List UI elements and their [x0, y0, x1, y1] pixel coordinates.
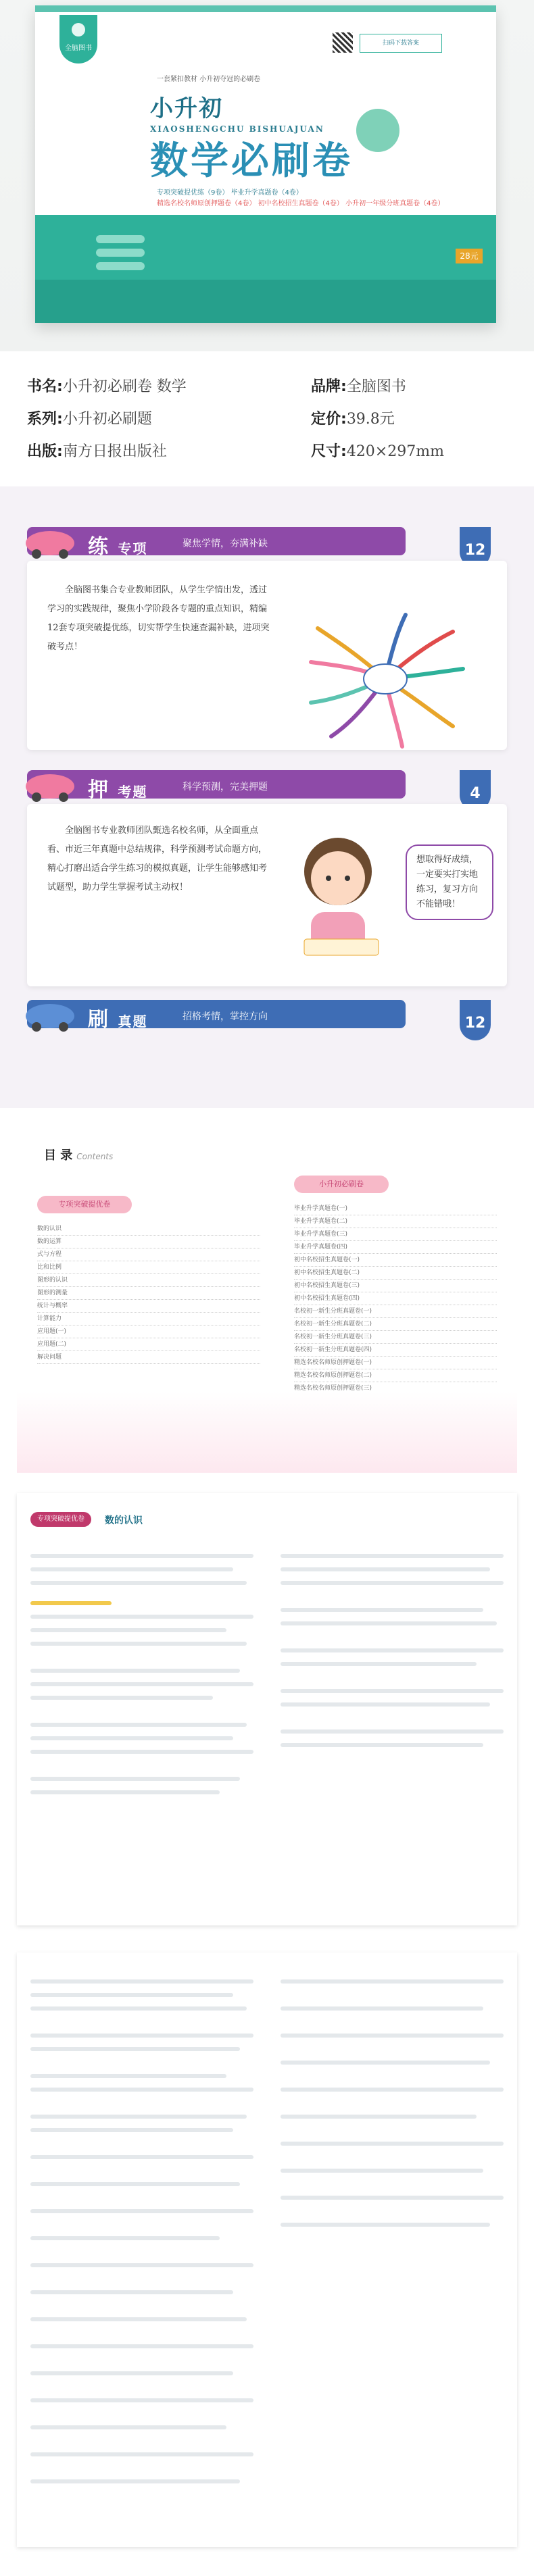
cover-title — [150, 90, 353, 185]
car-icon — [23, 523, 77, 559]
text-line — [30, 2452, 253, 2456]
section-description: 全脑图书集合专业教师团队，从学生学情出发，透过学习的实践规律，聚焦小学阶段各专题的重点知识，精编12套专项突破提优练，切实帮学生快速查漏补缺，进项突破考点！ — [47, 585, 270, 652]
text-line — [281, 2061, 490, 2065]
text-line — [281, 1729, 504, 1734]
size-row: 尺寸:420×297mm — [311, 443, 444, 460]
toc-row-title: 图形的认识 — [37, 1277, 68, 1284]
text-line — [30, 2425, 226, 2429]
section-label: 刷 真题 — [88, 1008, 148, 1032]
text-line — [30, 2034, 253, 2038]
cover-hero — [0, 0, 534, 351]
toc-left-column — [37, 1196, 260, 1364]
toc-row — [294, 1203, 497, 1215]
text-line — [30, 1642, 247, 1646]
text-line — [30, 2263, 253, 2267]
toc-row-title: 毕业升学真题卷(一) — [294, 1205, 348, 1212]
toc-row — [37, 1351, 260, 1364]
table-of-contents-page — [17, 1121, 517, 1473]
text-line — [30, 2182, 240, 2186]
price-row: 定价:39.8元 — [311, 411, 395, 428]
toc-row — [37, 1313, 260, 1325]
toc-row — [294, 1241, 497, 1254]
toc-row-title: 名校初一新生分班真题卷(四) — [294, 1346, 372, 1353]
toc-row-title: 精选名校名师原创押题卷(一) — [294, 1359, 372, 1366]
toc-right-column — [294, 1176, 497, 1421]
toc-tab-left: 专项突破提优卷 — [37, 1196, 132, 1213]
publisher-row: 出版:南方日报出版社 — [27, 443, 167, 460]
section-count-badge: 12 — [460, 527, 491, 567]
toc-row-title: 精选名校名师原创押题卷(二) — [294, 1372, 372, 1379]
text-line — [30, 1628, 226, 1632]
series-row: 系列:小升初必刷题 — [27, 411, 152, 428]
text-line — [30, 1736, 233, 1740]
sample-page-1 — [17, 1493, 517, 1925]
qr-label: 扫码下载答案 — [360, 34, 442, 53]
text-line — [30, 1750, 253, 1754]
mindmap-diagram — [284, 601, 487, 757]
toc-row-title: 统计与概率 — [37, 1303, 68, 1309]
sample-page-2 — [17, 1952, 517, 2547]
section-predict — [27, 770, 507, 993]
text-line — [30, 1669, 240, 1673]
toc-row — [37, 1261, 260, 1274]
text-line — [281, 1581, 504, 1585]
text-line — [281, 2223, 490, 2227]
toc-row — [37, 1287, 260, 1300]
text-line — [281, 2088, 504, 2092]
toc-row-title: 比和比例 — [37, 1264, 62, 1271]
text-line — [30, 2209, 253, 2213]
text-line — [30, 2290, 233, 2294]
toc-row-title: 精选名校名师原创押题卷(三) — [294, 1385, 372, 1392]
section-description: 全脑图书专业教师团队甄选名校名师，从全面重点看、市近三年真题中总结规律，科学预测考试命题方向，精心打磨出适合学生练习的模拟真题，让学生能够感知考试题型，助力学生掌握考试主动权！ — [47, 826, 268, 892]
text-line — [30, 1979, 253, 1984]
text-line — [281, 2034, 504, 2038]
section-body — [27, 804, 507, 986]
toc-row — [294, 1344, 497, 1357]
section-count-badge: 4 — [460, 770, 491, 811]
toc-row-title: 名校初一新生分班真题卷(一) — [294, 1308, 372, 1315]
toc-row-title: 式与方程 — [37, 1251, 62, 1258]
toc-row-title: 名校初一新生分班真题卷(二) — [294, 1321, 372, 1328]
text-line — [30, 1696, 213, 1700]
text-line — [30, 1723, 247, 1727]
book-name-row: 书名:小升初必刷卷 数学 — [27, 378, 187, 395]
toc-row-title: 名校初一新生分班真题卷(三) — [294, 1334, 372, 1340]
text-line — [30, 2398, 253, 2402]
text-line — [30, 2115, 247, 2119]
toc-row-title: 应用题(二) — [37, 1341, 67, 1348]
toc-row — [294, 1215, 497, 1228]
toc-row — [37, 1236, 260, 1248]
toc-row — [294, 1228, 497, 1241]
toc-row-title: 毕业升学真题卷(二) — [294, 1218, 348, 1225]
text-line — [30, 1790, 220, 1794]
text-line — [281, 1554, 504, 1558]
qr-code-icon — [333, 32, 353, 53]
toc-row-title: 初中名校招生真题卷(二) — [294, 1269, 360, 1276]
cover-pill — [96, 235, 145, 243]
text-line — [30, 1554, 253, 1558]
text-line — [30, 1682, 253, 1686]
text-line — [30, 2236, 220, 2240]
toc-row — [294, 1369, 497, 1382]
section-slogan: 科学预测，完美押题 — [183, 782, 268, 792]
section-body — [27, 561, 507, 750]
text-line — [281, 1689, 504, 1693]
text-line — [281, 2196, 504, 2200]
book-cover — [35, 5, 496, 323]
cover-features — [157, 188, 475, 209]
feature-line: 专项突破提优练（9卷） 毕业升学真题卷（4卷） — [157, 189, 303, 197]
badge-text: 全脑图书 — [65, 45, 92, 52]
toc-row — [37, 1248, 260, 1261]
text-line — [281, 1621, 497, 1625]
text-line — [281, 1702, 490, 1707]
text-line — [281, 1648, 504, 1652]
toc-row-title: 数的运算 — [37, 1238, 62, 1245]
cover-teal-band — [35, 215, 496, 323]
title-pinyin: XIAOSHENGCHU BISHUAJUAN — [150, 124, 324, 134]
toc-title: 目 录 Contents — [44, 1148, 114, 1163]
toc-row — [294, 1254, 497, 1267]
toc-row — [294, 1357, 497, 1369]
text-line — [281, 1743, 483, 1747]
text-line — [30, 2088, 253, 2092]
section-label: 押 考题 — [88, 778, 148, 802]
toc-row-title: 数的认识 — [37, 1226, 62, 1232]
text-line — [281, 1662, 477, 1666]
text-line — [30, 2317, 247, 2321]
toc-row — [37, 1300, 260, 1313]
toc-row-title: 应用题(一) — [37, 1328, 67, 1335]
text-line — [30, 2344, 253, 2348]
brand-row: 品牌:全脑图书 — [311, 378, 406, 395]
text-line — [30, 2479, 240, 2483]
car-icon — [23, 766, 77, 803]
title-line1: 小升初 — [150, 95, 223, 122]
toc-row — [37, 1325, 260, 1338]
sample-page-tag: 专项突破提优卷 — [30, 1512, 91, 1527]
publisher-badge — [59, 15, 97, 64]
cover-price-tag: 28元 — [456, 249, 483, 263]
text-line — [281, 2142, 504, 2146]
text-line — [281, 1567, 490, 1571]
section-count-badge: 12 — [460, 1000, 491, 1040]
toc-tab-right: 小升初必刷卷 — [294, 1176, 389, 1193]
toc-row-title: 初中名校招生真题卷(一) — [294, 1257, 360, 1263]
cover-top-note: 一套紧扣教材 小升初夺冠的必刷卷 — [157, 76, 261, 83]
feature-line: 精选名校名师原创押题卷（4卷） 初中名校招生真题卷（4卷） 小升初一年级分班真题卷（4卷） — [157, 200, 445, 207]
text-line — [281, 1979, 504, 1984]
toc-row-title: 初中名校招生真题卷(四) — [294, 1295, 360, 1302]
text-line — [281, 2169, 483, 2173]
toc-row-title: 解决问题 — [37, 1354, 62, 1361]
highlight-line — [30, 1601, 112, 1605]
car-icon — [23, 996, 77, 1032]
sample-page-title: 数的认识 — [105, 1515, 143, 1526]
text-line — [30, 2006, 247, 2011]
toc-row — [294, 1305, 497, 1318]
text-line — [30, 1615, 253, 1619]
toc-row — [37, 1338, 260, 1351]
cartoon-pencil-icon — [354, 107, 402, 154]
toc-row-title: 初中名校招生真题卷(三) — [294, 1282, 360, 1289]
text-line — [281, 1608, 483, 1612]
cover-pill — [96, 249, 145, 257]
cover-pill — [96, 262, 145, 270]
section-slogan: 招格考情，掌控方向 — [183, 1011, 268, 1022]
toc-decorative-footer — [17, 1392, 517, 1473]
toc-row — [294, 1267, 497, 1280]
girl-reading-illustration — [284, 824, 399, 966]
section-practice — [27, 527, 507, 750]
toc-row — [37, 1274, 260, 1287]
toc-row — [294, 1318, 497, 1331]
toc-left-list — [37, 1223, 260, 1364]
text-line — [30, 1567, 233, 1571]
text-line — [30, 2128, 233, 2132]
toc-row-title: 毕业升学真题卷(三) — [294, 1231, 348, 1238]
toc-row — [37, 1223, 260, 1236]
section-slogan: 聚焦学情，夯满补缺 — [183, 538, 268, 549]
text-line — [30, 1581, 247, 1585]
toc-row — [294, 1331, 497, 1344]
text-line — [30, 2074, 226, 2078]
text-line — [30, 2047, 240, 2051]
toc-row-title: 图形的测量 — [37, 1290, 68, 1296]
text-line — [30, 2155, 253, 2159]
text-line — [30, 1777, 240, 1781]
cover-top-stripe — [35, 5, 496, 12]
badge-logo-icon — [72, 23, 85, 36]
toc-row — [294, 1292, 497, 1305]
toc-right-list — [294, 1203, 497, 1421]
cover-bottom-band — [35, 280, 496, 323]
text-line — [281, 2115, 477, 2119]
section-label: 练 专项 — [88, 535, 148, 559]
speech-bubble: 想取得好成绩，一定要实打实地练习，复习方向不能错哦！ — [406, 844, 493, 920]
toc-row — [294, 1280, 497, 1292]
text-line — [30, 1993, 233, 1997]
toc-row-title: 毕业升学真题卷(四) — [294, 1244, 348, 1251]
title-line2: 数学必刷卷 — [150, 138, 353, 183]
text-line — [30, 2371, 233, 2375]
text-line — [281, 2006, 483, 2011]
toc-row-title: 计算能力 — [37, 1315, 62, 1322]
